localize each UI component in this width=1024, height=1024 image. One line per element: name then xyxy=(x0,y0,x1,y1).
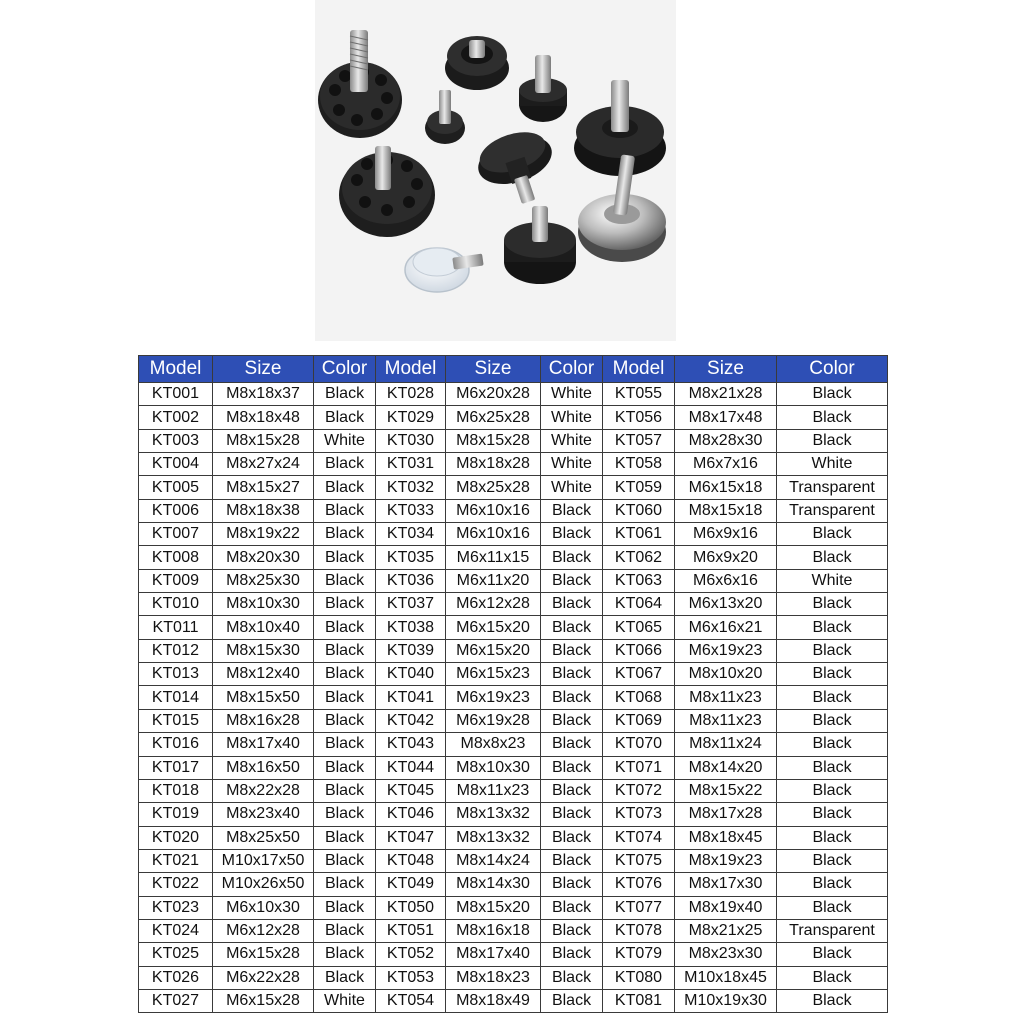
size-cell: M6x19x23 xyxy=(446,686,541,709)
model-cell: KT037 xyxy=(376,593,446,616)
table-row xyxy=(139,826,888,849)
model-cell: KT035 xyxy=(376,546,446,569)
color-cell: Black xyxy=(541,943,603,966)
model-cell: KT079 xyxy=(603,943,675,966)
model-cell: KT055 xyxy=(603,383,675,406)
size-cell: M8x16x50 xyxy=(213,756,314,779)
color-cell: White xyxy=(541,453,603,476)
size-cell: M8x18x38 xyxy=(213,499,314,522)
size-cell: M6x19x23 xyxy=(675,639,777,662)
size-cell: M8x19x40 xyxy=(675,896,777,919)
table-row xyxy=(139,616,888,639)
size-cell: M8x15x50 xyxy=(213,686,314,709)
color-cell: Black xyxy=(541,873,603,896)
model-cell: KT039 xyxy=(376,639,446,662)
size-cell: M6x11x15 xyxy=(446,546,541,569)
size-cell: M8x8x23 xyxy=(446,733,541,756)
color-cell: Black xyxy=(541,826,603,849)
model-cell: KT043 xyxy=(376,733,446,756)
size-cell: M8x25x30 xyxy=(213,569,314,592)
size-cell: M8x10x30 xyxy=(446,756,541,779)
color-cell: Black xyxy=(777,663,888,686)
color-cell: White xyxy=(777,569,888,592)
table-row xyxy=(139,499,888,522)
table-row xyxy=(139,873,888,896)
model-cell: KT063 xyxy=(603,569,675,592)
model-cell: KT049 xyxy=(376,873,446,896)
color-cell: Black xyxy=(314,523,376,546)
model-cell: KT012 xyxy=(139,639,213,662)
model-cell: KT081 xyxy=(603,989,675,1012)
color-cell: Black xyxy=(777,523,888,546)
size-cell: M8x14x30 xyxy=(446,873,541,896)
model-cell: KT062 xyxy=(603,546,675,569)
model-cell: KT005 xyxy=(139,476,213,499)
column-header-color: Color xyxy=(777,356,888,383)
size-cell: M6x6x16 xyxy=(675,569,777,592)
size-cell: M6x12x28 xyxy=(213,919,314,942)
color-cell: Black xyxy=(777,639,888,662)
size-cell: M8x10x40 xyxy=(213,616,314,639)
color-cell: Black xyxy=(541,639,603,662)
size-cell: M8x23x40 xyxy=(213,803,314,826)
color-cell: Black xyxy=(314,873,376,896)
model-cell: KT041 xyxy=(376,686,446,709)
model-cell: KT034 xyxy=(376,523,446,546)
table-row xyxy=(139,639,888,662)
size-cell: M8x16x18 xyxy=(446,919,541,942)
table-header-row xyxy=(139,356,888,383)
color-cell: Black xyxy=(777,383,888,406)
color-cell: Black xyxy=(314,476,376,499)
color-cell: Black xyxy=(777,616,888,639)
model-cell: KT011 xyxy=(139,616,213,639)
color-cell: Black xyxy=(777,709,888,732)
color-cell: Black xyxy=(777,406,888,429)
model-cell: KT076 xyxy=(603,873,675,896)
model-cell: KT022 xyxy=(139,873,213,896)
color-cell: Black xyxy=(314,919,376,942)
size-cell: M8x10x30 xyxy=(213,593,314,616)
size-cell: M8x15x27 xyxy=(213,476,314,499)
model-cell: KT038 xyxy=(376,616,446,639)
size-cell: M8x17x48 xyxy=(675,406,777,429)
color-cell: Black xyxy=(777,756,888,779)
model-cell: KT001 xyxy=(139,383,213,406)
size-cell: M8x13x32 xyxy=(446,826,541,849)
model-cell: KT054 xyxy=(376,989,446,1012)
color-cell: Black xyxy=(541,756,603,779)
column-header-size: Size xyxy=(446,356,541,383)
size-cell: M8x16x28 xyxy=(213,709,314,732)
size-cell: M8x17x40 xyxy=(213,733,314,756)
model-cell: KT072 xyxy=(603,779,675,802)
model-cell: KT056 xyxy=(603,406,675,429)
size-cell: M8x17x40 xyxy=(446,943,541,966)
model-cell: KT075 xyxy=(603,849,675,872)
color-cell: White xyxy=(314,429,376,452)
color-cell: Black xyxy=(777,873,888,896)
size-cell: M6x7x16 xyxy=(675,453,777,476)
column-header-color: Color xyxy=(541,356,603,383)
model-cell: KT057 xyxy=(603,429,675,452)
model-cell: KT066 xyxy=(603,639,675,662)
table-row xyxy=(139,546,888,569)
model-cell: KT071 xyxy=(603,756,675,779)
color-cell: Black xyxy=(777,429,888,452)
color-cell: Black xyxy=(541,616,603,639)
table-row xyxy=(139,709,888,732)
size-cell: M6x15x18 xyxy=(675,476,777,499)
column-header-size: Size xyxy=(675,356,777,383)
size-cell: M8x13x32 xyxy=(446,803,541,826)
color-cell: Black xyxy=(314,453,376,476)
model-cell: KT007 xyxy=(139,523,213,546)
color-cell: Black xyxy=(541,966,603,989)
size-cell: M8x14x24 xyxy=(446,849,541,872)
model-cell: KT031 xyxy=(376,453,446,476)
table-row xyxy=(139,453,888,476)
size-cell: M8x15x28 xyxy=(213,429,314,452)
size-cell: M6x13x20 xyxy=(675,593,777,616)
column-header-model: Model xyxy=(139,356,213,383)
color-cell: Black xyxy=(777,733,888,756)
model-cell: KT077 xyxy=(603,896,675,919)
table-row xyxy=(139,663,888,686)
size-cell: M8x15x28 xyxy=(446,429,541,452)
color-cell: Black xyxy=(314,709,376,732)
leveling-feet-product-photo xyxy=(315,0,676,341)
size-cell: M8x20x30 xyxy=(213,546,314,569)
model-cell: KT023 xyxy=(139,896,213,919)
color-cell: Black xyxy=(314,406,376,429)
column-header-size: Size xyxy=(213,356,314,383)
model-cell: KT019 xyxy=(139,803,213,826)
model-cell: KT036 xyxy=(376,569,446,592)
size-cell: M8x18x49 xyxy=(446,989,541,1012)
model-cell: KT070 xyxy=(603,733,675,756)
color-cell: Black xyxy=(541,593,603,616)
color-cell: Transparent xyxy=(777,499,888,522)
color-cell: White xyxy=(314,989,376,1012)
size-cell: M8x21x28 xyxy=(675,383,777,406)
size-cell: M8x18x37 xyxy=(213,383,314,406)
color-cell: Black xyxy=(541,733,603,756)
color-cell: Black xyxy=(541,663,603,686)
color-cell: White xyxy=(541,383,603,406)
model-cell: KT045 xyxy=(376,779,446,802)
size-cell: M8x14x20 xyxy=(675,756,777,779)
table-row xyxy=(139,966,888,989)
color-cell: Black xyxy=(314,499,376,522)
size-cell: M6x10x16 xyxy=(446,523,541,546)
model-cell: KT078 xyxy=(603,919,675,942)
color-cell: Black xyxy=(314,966,376,989)
color-cell: Black xyxy=(314,803,376,826)
size-cell: M8x11x23 xyxy=(675,709,777,732)
size-cell: M6x9x16 xyxy=(675,523,777,546)
color-cell: Black xyxy=(314,756,376,779)
table-row xyxy=(139,943,888,966)
color-cell: Black xyxy=(314,896,376,919)
spec-table xyxy=(138,355,888,1013)
size-cell: M6x25x28 xyxy=(446,406,541,429)
model-cell: KT017 xyxy=(139,756,213,779)
model-cell: KT080 xyxy=(603,966,675,989)
size-cell: M8x11x23 xyxy=(675,686,777,709)
size-cell: M8x15x20 xyxy=(446,896,541,919)
table-row xyxy=(139,406,888,429)
color-cell: Black xyxy=(777,803,888,826)
size-cell: M8x18x23 xyxy=(446,966,541,989)
table-row xyxy=(139,849,888,872)
table-row xyxy=(139,919,888,942)
color-cell: Black xyxy=(777,686,888,709)
color-cell: Black xyxy=(541,523,603,546)
model-cell: KT021 xyxy=(139,849,213,872)
model-cell: KT033 xyxy=(376,499,446,522)
color-cell: Transparent xyxy=(777,476,888,499)
color-cell: Black xyxy=(314,639,376,662)
table-row xyxy=(139,686,888,709)
size-cell: M6x19x28 xyxy=(446,709,541,732)
model-cell: KT044 xyxy=(376,756,446,779)
table-row xyxy=(139,733,888,756)
color-cell: White xyxy=(777,453,888,476)
model-cell: KT067 xyxy=(603,663,675,686)
model-cell: KT060 xyxy=(603,499,675,522)
size-cell: M6x11x20 xyxy=(446,569,541,592)
color-cell: Black xyxy=(314,663,376,686)
model-cell: KT047 xyxy=(376,826,446,849)
color-cell: White xyxy=(541,406,603,429)
size-cell: M8x19x22 xyxy=(213,523,314,546)
size-cell: M8x22x28 xyxy=(213,779,314,802)
color-cell: White xyxy=(541,476,603,499)
model-cell: KT008 xyxy=(139,546,213,569)
size-cell: M6x15x28 xyxy=(213,989,314,1012)
table-row xyxy=(139,756,888,779)
model-cell: KT069 xyxy=(603,709,675,732)
model-cell: KT016 xyxy=(139,733,213,756)
model-cell: KT018 xyxy=(139,779,213,802)
size-cell: M8x28x30 xyxy=(675,429,777,452)
model-cell: KT050 xyxy=(376,896,446,919)
size-cell: M8x18x48 xyxy=(213,406,314,429)
table-row xyxy=(139,523,888,546)
size-cell: M8x15x18 xyxy=(675,499,777,522)
model-cell: KT032 xyxy=(376,476,446,499)
color-cell: Black xyxy=(777,546,888,569)
model-cell: KT059 xyxy=(603,476,675,499)
size-cell: M8x18x28 xyxy=(446,453,541,476)
model-cell: KT028 xyxy=(376,383,446,406)
color-cell: Black xyxy=(314,546,376,569)
size-cell: M8x11x24 xyxy=(675,733,777,756)
color-cell: Black xyxy=(314,593,376,616)
size-cell: M6x12x28 xyxy=(446,593,541,616)
size-cell: M8x19x23 xyxy=(675,849,777,872)
size-cell: M8x12x40 xyxy=(213,663,314,686)
model-cell: KT020 xyxy=(139,826,213,849)
size-cell: M10x17x50 xyxy=(213,849,314,872)
size-cell: M8x27x24 xyxy=(213,453,314,476)
model-cell: KT065 xyxy=(603,616,675,639)
model-cell: KT015 xyxy=(139,709,213,732)
model-cell: KT025 xyxy=(139,943,213,966)
model-cell: KT074 xyxy=(603,826,675,849)
model-cell: KT048 xyxy=(376,849,446,872)
color-cell: Black xyxy=(314,569,376,592)
color-cell: Black xyxy=(541,709,603,732)
size-cell: M6x10x30 xyxy=(213,896,314,919)
color-cell: Black xyxy=(541,989,603,1012)
model-cell: KT046 xyxy=(376,803,446,826)
model-cell: KT042 xyxy=(376,709,446,732)
table-row xyxy=(139,569,888,592)
column-header-model: Model xyxy=(603,356,675,383)
color-cell: Black xyxy=(541,849,603,872)
size-cell: M6x16x21 xyxy=(675,616,777,639)
table-row xyxy=(139,779,888,802)
color-cell: White xyxy=(541,429,603,452)
model-cell: KT009 xyxy=(139,569,213,592)
color-cell: Black xyxy=(777,896,888,919)
color-cell: Black xyxy=(541,803,603,826)
model-cell: KT010 xyxy=(139,593,213,616)
color-cell: Black xyxy=(777,779,888,802)
size-cell: M10x26x50 xyxy=(213,873,314,896)
size-cell: M8x18x45 xyxy=(675,826,777,849)
color-cell: Black xyxy=(777,826,888,849)
size-cell: M8x23x30 xyxy=(675,943,777,966)
color-cell: Black xyxy=(314,733,376,756)
color-cell: Black xyxy=(541,499,603,522)
model-cell: KT030 xyxy=(376,429,446,452)
model-cell: KT027 xyxy=(139,989,213,1012)
color-cell: Black xyxy=(777,593,888,616)
size-cell: M8x25x28 xyxy=(446,476,541,499)
model-cell: KT013 xyxy=(139,663,213,686)
color-cell: Black xyxy=(541,919,603,942)
size-cell: M8x10x20 xyxy=(675,663,777,686)
table-row xyxy=(139,803,888,826)
size-cell: M6x22x28 xyxy=(213,966,314,989)
size-cell: M8x17x28 xyxy=(675,803,777,826)
size-cell: M8x17x30 xyxy=(675,873,777,896)
model-cell: KT026 xyxy=(139,966,213,989)
size-cell: M6x15x20 xyxy=(446,616,541,639)
color-cell: Black xyxy=(314,616,376,639)
model-cell: KT014 xyxy=(139,686,213,709)
size-cell: M8x11x23 xyxy=(446,779,541,802)
model-cell: KT068 xyxy=(603,686,675,709)
color-cell: Black xyxy=(541,896,603,919)
size-cell: M6x15x28 xyxy=(213,943,314,966)
table-row xyxy=(139,593,888,616)
size-cell: M8x15x22 xyxy=(675,779,777,802)
model-cell: KT061 xyxy=(603,523,675,546)
table-row xyxy=(139,383,888,406)
model-cell: KT040 xyxy=(376,663,446,686)
column-header-model: Model xyxy=(376,356,446,383)
table-row xyxy=(139,429,888,452)
table-row xyxy=(139,989,888,1012)
color-cell: Black xyxy=(314,849,376,872)
color-cell: Black xyxy=(541,569,603,592)
color-cell: Black xyxy=(777,966,888,989)
color-cell: Black xyxy=(541,779,603,802)
color-cell: Black xyxy=(314,943,376,966)
model-cell: KT073 xyxy=(603,803,675,826)
color-cell: Black xyxy=(777,943,888,966)
size-cell: M6x15x20 xyxy=(446,639,541,662)
model-cell: KT053 xyxy=(376,966,446,989)
color-cell: Transparent xyxy=(777,919,888,942)
size-cell: M10x18x45 xyxy=(675,966,777,989)
size-cell: M6x20x28 xyxy=(446,383,541,406)
model-cell: KT024 xyxy=(139,919,213,942)
size-cell: M8x15x30 xyxy=(213,639,314,662)
color-cell: Black xyxy=(314,383,376,406)
table-row xyxy=(139,896,888,919)
color-cell: Black xyxy=(314,686,376,709)
size-cell: M10x19x30 xyxy=(675,989,777,1012)
model-cell: KT064 xyxy=(603,593,675,616)
model-cell: KT051 xyxy=(376,919,446,942)
table-row xyxy=(139,476,888,499)
size-cell: M6x9x20 xyxy=(675,546,777,569)
model-cell: KT006 xyxy=(139,499,213,522)
color-cell: Black xyxy=(541,546,603,569)
color-cell: Black xyxy=(314,826,376,849)
size-cell: M6x10x16 xyxy=(446,499,541,522)
color-cell: Black xyxy=(314,779,376,802)
model-cell: KT058 xyxy=(603,453,675,476)
color-cell: Black xyxy=(777,849,888,872)
size-cell: M8x25x50 xyxy=(213,826,314,849)
model-cell: KT004 xyxy=(139,453,213,476)
size-cell: M6x15x23 xyxy=(446,663,541,686)
model-cell: KT002 xyxy=(139,406,213,429)
column-header-color: Color xyxy=(314,356,376,383)
color-cell: Black xyxy=(777,989,888,1012)
size-cell: M8x21x25 xyxy=(675,919,777,942)
model-cell: KT052 xyxy=(376,943,446,966)
color-cell: Black xyxy=(541,686,603,709)
model-cell: KT029 xyxy=(376,406,446,429)
model-cell: KT003 xyxy=(139,429,213,452)
